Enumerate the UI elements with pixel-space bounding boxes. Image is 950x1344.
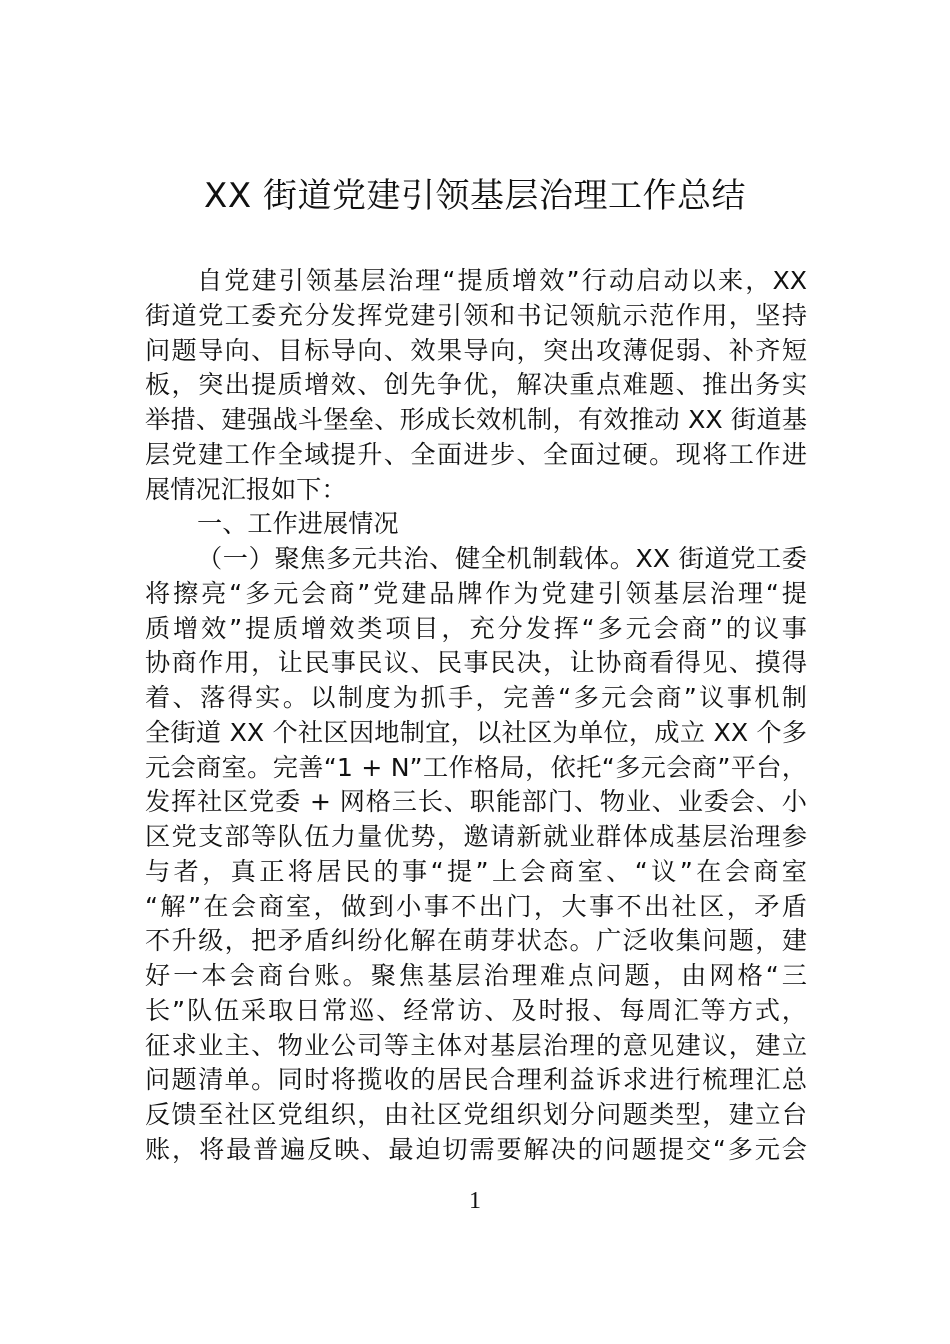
text-line: 问题清单。同时将揽收的居民合理利益诉求进行梳理汇总 xyxy=(145,1065,807,1095)
page-number: 1 xyxy=(469,1188,481,1214)
text-line: 自党建引领基层治理“提质增效”行动启动以来，XX xyxy=(197,266,807,295)
text-line: （一）聚焦多元共治、健全机制载体。XX 街道党工委 xyxy=(197,544,807,573)
text-line: 不升级，把矛盾纠纷化解在萌芽状态。广泛收集问题，建 xyxy=(145,926,807,956)
text-line: 板，突出提质增效、创先争优，解决重点难题、推出务实 xyxy=(145,370,807,400)
section-heading xyxy=(145,507,807,542)
text-line: 质增效”提质增效类项目，充分发挥“多元会商”的议事 xyxy=(145,613,807,643)
text-line: 征求业主、物业公司等主体对基层治理的意见建议，建立 xyxy=(145,1030,807,1060)
document-body xyxy=(145,264,807,1168)
text-line: 长”队伍采取日常巡、经常访、及时报、每周汇等方式， xyxy=(145,995,807,1025)
text-line: 展情况汇报如下： xyxy=(145,474,347,504)
text-line: 好一本会商台账。聚焦基层治理难点问题，由网格“三 xyxy=(145,961,807,990)
heading-text: 一、工作进展情况 xyxy=(197,509,399,539)
text-line: 反馈至社区党组织，由社区党组织划分问题类型，建立台 xyxy=(145,1100,807,1129)
text-line: 层党建工作全域提升、全面进步、全面过硬。现将工作进 xyxy=(145,439,807,469)
text-line: 将擦亮“多元会商”党建品牌作为党建引领基层治理“提 xyxy=(145,578,807,608)
document-title: XX 街道党建引领基层治理工作总结 xyxy=(204,176,746,216)
text-line: 元会商室。完善“1 + N”工作格局，依托“多元会商”平台， xyxy=(145,752,807,782)
paragraph-section-1-1 xyxy=(145,542,807,1168)
text-line: 街道党工委充分发挥党建引领和书记领航示范作用，坚持 xyxy=(145,300,807,330)
text-line: 账，将最普遍反映、最迫切需要解决的问题提交“多元会 xyxy=(145,1134,807,1164)
paragraph-intro xyxy=(145,264,807,507)
text-line: 举措、建强战斗堡垒、形成长效机制，有效推动 XX 街道基 xyxy=(145,405,807,434)
text-line: 着、落得实。以制度为抓手，完善“多元会商”议事机制 xyxy=(145,683,807,712)
text-line: 问题导向、目标导向、效果导向，突出攻薄促弱、补齐短 xyxy=(145,335,807,365)
text-line: 全街道 XX 个社区因地制宜，以社区为单位，成立 XX 个多 xyxy=(145,717,807,747)
text-line: 区党支部等队伍力量优势，邀请新就业群体成基层治理参 xyxy=(145,822,807,851)
text-line: 与者，真正将居民的事“提”上会商室、“议”在会商室 xyxy=(145,856,807,886)
text-line: 协商作用，让民事民议、民事民决，让协商看得见、摸得 xyxy=(145,648,807,678)
text-line: 发挥社区党委 + 网格三长、职能部门、物业、业委会、小 xyxy=(145,787,807,817)
text-line: “解”在会商室，做到小事不出门，大事不出社区，矛盾 xyxy=(145,891,807,921)
